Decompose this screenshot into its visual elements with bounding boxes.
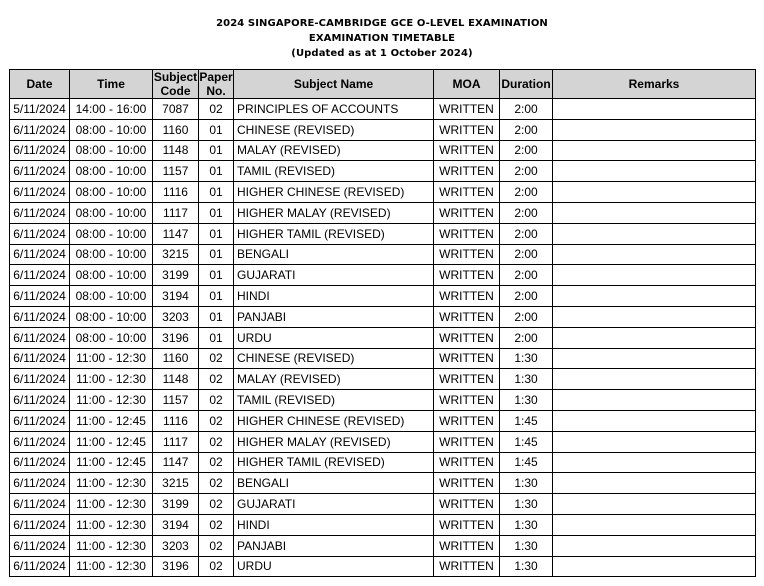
cell-moa: WRITTEN <box>434 244 500 265</box>
table-row <box>10 223 756 244</box>
cell-remarks <box>553 265 756 286</box>
cell-moa: WRITTEN <box>434 99 500 120</box>
cell-remarks <box>553 286 756 307</box>
table-row <box>10 306 756 327</box>
cell-time: 08:00 - 10:00 <box>70 244 153 265</box>
cell-remarks <box>553 473 756 494</box>
cell-subject-code: 1160 <box>153 348 199 369</box>
cell-moa: WRITTEN <box>434 161 500 182</box>
cell-subject-name: HINDI <box>234 514 434 535</box>
cell-remarks <box>553 244 756 265</box>
col-header-remarks: Remarks <box>553 70 756 99</box>
timetable-title: EXAMINATION TIMETABLE <box>308 33 456 44</box>
cell-duration: 2:00 <box>500 306 553 327</box>
table-row <box>10 140 756 161</box>
cell-subject-name: GUJARATI <box>234 494 434 515</box>
cell-subject-name: PRINCIPLES OF ACCOUNTS <box>234 99 434 120</box>
cell-moa: WRITTEN <box>434 327 500 348</box>
table-row <box>10 390 756 411</box>
cell-duration: 2:00 <box>500 327 553 348</box>
col-header-duration: Duration <box>500 70 553 99</box>
document-header <box>0 16 764 61</box>
table-row <box>10 514 756 535</box>
table-row <box>10 494 756 515</box>
cell-subject-code: 7087 <box>153 99 199 120</box>
cell-date: 6/11/2024 <box>10 390 70 411</box>
cell-date: 6/11/2024 <box>10 556 70 577</box>
cell-date: 6/11/2024 <box>10 161 70 182</box>
cell-moa: WRITTEN <box>434 390 500 411</box>
cell-remarks <box>553 182 756 203</box>
cell-duration: 1:30 <box>500 514 553 535</box>
cell-date: 6/11/2024 <box>10 473 70 494</box>
update-note: (Updated as at 1 October 2024) <box>291 48 473 59</box>
cell-duration: 1:30 <box>500 369 553 390</box>
cell-subject-name: CHINESE (REVISED) <box>234 119 434 140</box>
cell-time: 08:00 - 10:00 <box>70 161 153 182</box>
cell-date: 5/11/2024 <box>10 99 70 120</box>
cell-date: 6/11/2024 <box>10 327 70 348</box>
cell-time: 08:00 - 10:00 <box>70 119 153 140</box>
cell-subject-name: BENGALI <box>234 244 434 265</box>
cell-date: 6/11/2024 <box>10 348 70 369</box>
cell-moa: WRITTEN <box>434 265 500 286</box>
cell-remarks <box>553 390 756 411</box>
table-row <box>10 182 756 203</box>
cell-duration: 1:45 <box>500 410 553 431</box>
cell-time: 11:00 - 12:30 <box>70 535 153 556</box>
cell-remarks <box>553 327 756 348</box>
cell-remarks <box>553 452 756 473</box>
cell-subject-code: 3194 <box>153 286 199 307</box>
table-row <box>10 202 756 223</box>
cell-time: 08:00 - 10:00 <box>70 140 153 161</box>
cell-date: 6/11/2024 <box>10 202 70 223</box>
cell-subject-name: HIGHER TAMIL (REVISED) <box>234 223 434 244</box>
cell-duration: 2:00 <box>500 286 553 307</box>
table-row <box>10 244 756 265</box>
cell-paper-no: 01 <box>199 327 234 348</box>
cell-paper-no: 02 <box>199 99 234 120</box>
cell-moa: WRITTEN <box>434 140 500 161</box>
cell-duration: 2:00 <box>500 244 553 265</box>
cell-subject-name: HIGHER MALAY (REVISED) <box>234 431 434 452</box>
cell-subject-name: GUJARATI <box>234 265 434 286</box>
cell-remarks <box>553 202 756 223</box>
cell-time: 11:00 - 12:30 <box>70 473 153 494</box>
cell-moa: WRITTEN <box>434 286 500 307</box>
cell-subject-name: PANJABI <box>234 535 434 556</box>
cell-subject-code: 3215 <box>153 244 199 265</box>
cell-moa: WRITTEN <box>434 348 500 369</box>
table-row <box>10 556 756 577</box>
cell-time: 08:00 - 10:00 <box>70 286 153 307</box>
table-header <box>10 70 756 99</box>
cell-time: 11:00 - 12:30 <box>70 369 153 390</box>
cell-time: 08:00 - 10:00 <box>70 182 153 203</box>
table-row <box>10 431 756 452</box>
cell-subject-code: 1117 <box>153 202 199 223</box>
col-header-moa: MOA <box>434 70 500 99</box>
cell-remarks <box>553 431 756 452</box>
cell-subject-code: 3215 <box>153 473 199 494</box>
table-row <box>10 348 756 369</box>
cell-subject-code: 1117 <box>153 431 199 452</box>
cell-duration: 2:00 <box>500 182 553 203</box>
table-row <box>10 369 756 390</box>
cell-time: 08:00 - 10:00 <box>70 327 153 348</box>
cell-paper-no: 02 <box>199 410 234 431</box>
cell-remarks <box>553 348 756 369</box>
cell-paper-no: 01 <box>199 119 234 140</box>
cell-time: 11:00 - 12:45 <box>70 410 153 431</box>
cell-remarks <box>553 410 756 431</box>
cell-duration: 1:30 <box>500 494 553 515</box>
cell-paper-no: 01 <box>199 223 234 244</box>
table-row <box>10 410 756 431</box>
cell-subject-code: 3196 <box>153 327 199 348</box>
cell-subject-code: 1160 <box>153 119 199 140</box>
table-row <box>10 161 756 182</box>
cell-subject-name: HIGHER MALAY (REVISED) <box>234 202 434 223</box>
cell-paper-no: 01 <box>199 202 234 223</box>
cell-duration: 2:00 <box>500 140 553 161</box>
cell-subject-code: 1148 <box>153 140 199 161</box>
cell-subject-code: 3196 <box>153 556 199 577</box>
cell-duration: 1:45 <box>500 452 553 473</box>
cell-time: 11:00 - 12:45 <box>70 452 153 473</box>
cell-date: 6/11/2024 <box>10 286 70 307</box>
cell-date: 6/11/2024 <box>10 140 70 161</box>
cell-subject-name: TAMIL (REVISED) <box>234 161 434 182</box>
cell-time: 14:00 - 16:00 <box>70 99 153 120</box>
exam-title: 2024 SINGAPORE-CAMBRIDGE GCE O-LEVEL EXAMINATION <box>216 18 548 29</box>
cell-moa: WRITTEN <box>434 306 500 327</box>
cell-date: 6/11/2024 <box>10 410 70 431</box>
table-row <box>10 535 756 556</box>
cell-duration: 1:30 <box>500 390 553 411</box>
cell-paper-no: 02 <box>199 452 234 473</box>
cell-date: 6/11/2024 <box>10 369 70 390</box>
cell-paper-no: 02 <box>199 369 234 390</box>
cell-paper-no: 01 <box>199 244 234 265</box>
cell-remarks <box>553 369 756 390</box>
cell-moa: WRITTEN <box>434 202 500 223</box>
cell-subject-code: 3203 <box>153 306 199 327</box>
cell-moa: WRITTEN <box>434 410 500 431</box>
cell-duration: 2:00 <box>500 265 553 286</box>
cell-time: 08:00 - 10:00 <box>70 265 153 286</box>
cell-moa: WRITTEN <box>434 473 500 494</box>
table-row <box>10 99 756 120</box>
cell-date: 6/11/2024 <box>10 265 70 286</box>
cell-remarks <box>553 494 756 515</box>
col-header-subject-name: Subject Name <box>234 70 434 99</box>
cell-time: 11:00 - 12:45 <box>70 431 153 452</box>
cell-subject-name: HIGHER CHINESE (REVISED) <box>234 182 434 203</box>
cell-moa: WRITTEN <box>434 182 500 203</box>
cell-remarks <box>553 140 756 161</box>
cell-date: 6/11/2024 <box>10 494 70 515</box>
cell-paper-no: 01 <box>199 140 234 161</box>
cell-subject-name: PANJABI <box>234 306 434 327</box>
col-header-subject-code: Subject Code <box>153 70 198 98</box>
cell-subject-code: 1148 <box>153 369 199 390</box>
cell-duration: 2:00 <box>500 99 553 120</box>
cell-paper-no: 02 <box>199 390 234 411</box>
cell-remarks <box>553 119 756 140</box>
cell-moa: WRITTEN <box>434 119 500 140</box>
cell-date: 6/11/2024 <box>10 223 70 244</box>
cell-subject-name: TAMIL (REVISED) <box>234 390 434 411</box>
cell-subject-code: 1147 <box>153 452 199 473</box>
cell-date: 6/11/2024 <box>10 119 70 140</box>
cell-date: 6/11/2024 <box>10 535 70 556</box>
cell-duration: 1:30 <box>500 348 553 369</box>
table-row <box>10 473 756 494</box>
table-row <box>10 327 756 348</box>
cell-paper-no: 02 <box>199 535 234 556</box>
cell-time: 08:00 - 10:00 <box>70 223 153 244</box>
table-row <box>10 452 756 473</box>
cell-moa: WRITTEN <box>434 494 500 515</box>
cell-date: 6/11/2024 <box>10 514 70 535</box>
cell-moa: WRITTEN <box>434 452 500 473</box>
cell-subject-name: URDU <box>234 327 434 348</box>
cell-subject-code: 1116 <box>153 182 199 203</box>
cell-subject-name: CHINESE (REVISED) <box>234 348 434 369</box>
cell-paper-no: 02 <box>199 431 234 452</box>
cell-remarks <box>553 514 756 535</box>
cell-time: 11:00 - 12:30 <box>70 390 153 411</box>
cell-remarks <box>553 161 756 182</box>
table-row <box>10 265 756 286</box>
cell-subject-code: 3199 <box>153 265 199 286</box>
cell-time: 11:00 - 12:30 <box>70 514 153 535</box>
table-body <box>10 99 756 577</box>
cell-subject-code: 1157 <box>153 390 199 411</box>
cell-subject-name: MALAY (REVISED) <box>234 140 434 161</box>
cell-date: 6/11/2024 <box>10 182 70 203</box>
cell-paper-no: 02 <box>199 473 234 494</box>
cell-subject-name: HINDI <box>234 286 434 307</box>
col-header-time: Time <box>70 70 153 99</box>
cell-paper-no: 01 <box>199 265 234 286</box>
cell-remarks <box>553 306 756 327</box>
cell-moa: WRITTEN <box>434 431 500 452</box>
cell-paper-no: 02 <box>199 348 234 369</box>
cell-duration: 1:45 <box>500 431 553 452</box>
cell-paper-no: 02 <box>199 514 234 535</box>
cell-subject-code: 1147 <box>153 223 199 244</box>
cell-subject-name: URDU <box>234 556 434 577</box>
cell-time: 11:00 - 12:30 <box>70 556 153 577</box>
cell-date: 6/11/2024 <box>10 452 70 473</box>
cell-remarks <box>553 556 756 577</box>
cell-subject-name: BENGALI <box>234 473 434 494</box>
cell-date: 6/11/2024 <box>10 431 70 452</box>
cell-subject-code: 3203 <box>153 535 199 556</box>
col-header-paper-no: Paper No. <box>199 70 233 98</box>
table-row <box>10 286 756 307</box>
cell-duration: 1:30 <box>500 473 553 494</box>
cell-time: 11:00 - 12:30 <box>70 348 153 369</box>
cell-time: 08:00 - 10:00 <box>70 306 153 327</box>
cell-duration: 2:00 <box>500 202 553 223</box>
cell-duration: 2:00 <box>500 161 553 182</box>
cell-subject-code: 3199 <box>153 494 199 515</box>
col-header-date: Date <box>10 70 70 99</box>
table-row <box>10 119 756 140</box>
cell-subject-name: MALAY (REVISED) <box>234 369 434 390</box>
cell-remarks <box>553 223 756 244</box>
cell-paper-no: 01 <box>199 306 234 327</box>
cell-duration: 1:30 <box>500 556 553 577</box>
cell-duration: 2:00 <box>500 119 553 140</box>
cell-subject-code: 3194 <box>153 514 199 535</box>
cell-paper-no: 01 <box>199 161 234 182</box>
cell-subject-name: HIGHER TAMIL (REVISED) <box>234 452 434 473</box>
cell-date: 6/11/2024 <box>10 306 70 327</box>
cell-remarks <box>553 99 756 120</box>
cell-remarks <box>553 535 756 556</box>
cell-paper-no: 01 <box>199 182 234 203</box>
cell-paper-no: 02 <box>199 494 234 515</box>
cell-paper-no: 02 <box>199 556 234 577</box>
cell-subject-code: 1116 <box>153 410 199 431</box>
cell-moa: WRITTEN <box>434 514 500 535</box>
cell-moa: WRITTEN <box>434 535 500 556</box>
cell-moa: WRITTEN <box>434 223 500 244</box>
cell-duration: 1:30 <box>500 535 553 556</box>
cell-date: 6/11/2024 <box>10 244 70 265</box>
cell-time: 11:00 - 12:30 <box>70 494 153 515</box>
cell-subject-code: 1157 <box>153 161 199 182</box>
cell-time: 08:00 - 10:00 <box>70 202 153 223</box>
cell-duration: 2:00 <box>500 223 553 244</box>
timetable <box>9 69 756 577</box>
cell-subject-name: HIGHER CHINESE (REVISED) <box>234 410 434 431</box>
cell-paper-no: 01 <box>199 286 234 307</box>
cell-moa: WRITTEN <box>434 369 500 390</box>
cell-moa: WRITTEN <box>434 556 500 577</box>
